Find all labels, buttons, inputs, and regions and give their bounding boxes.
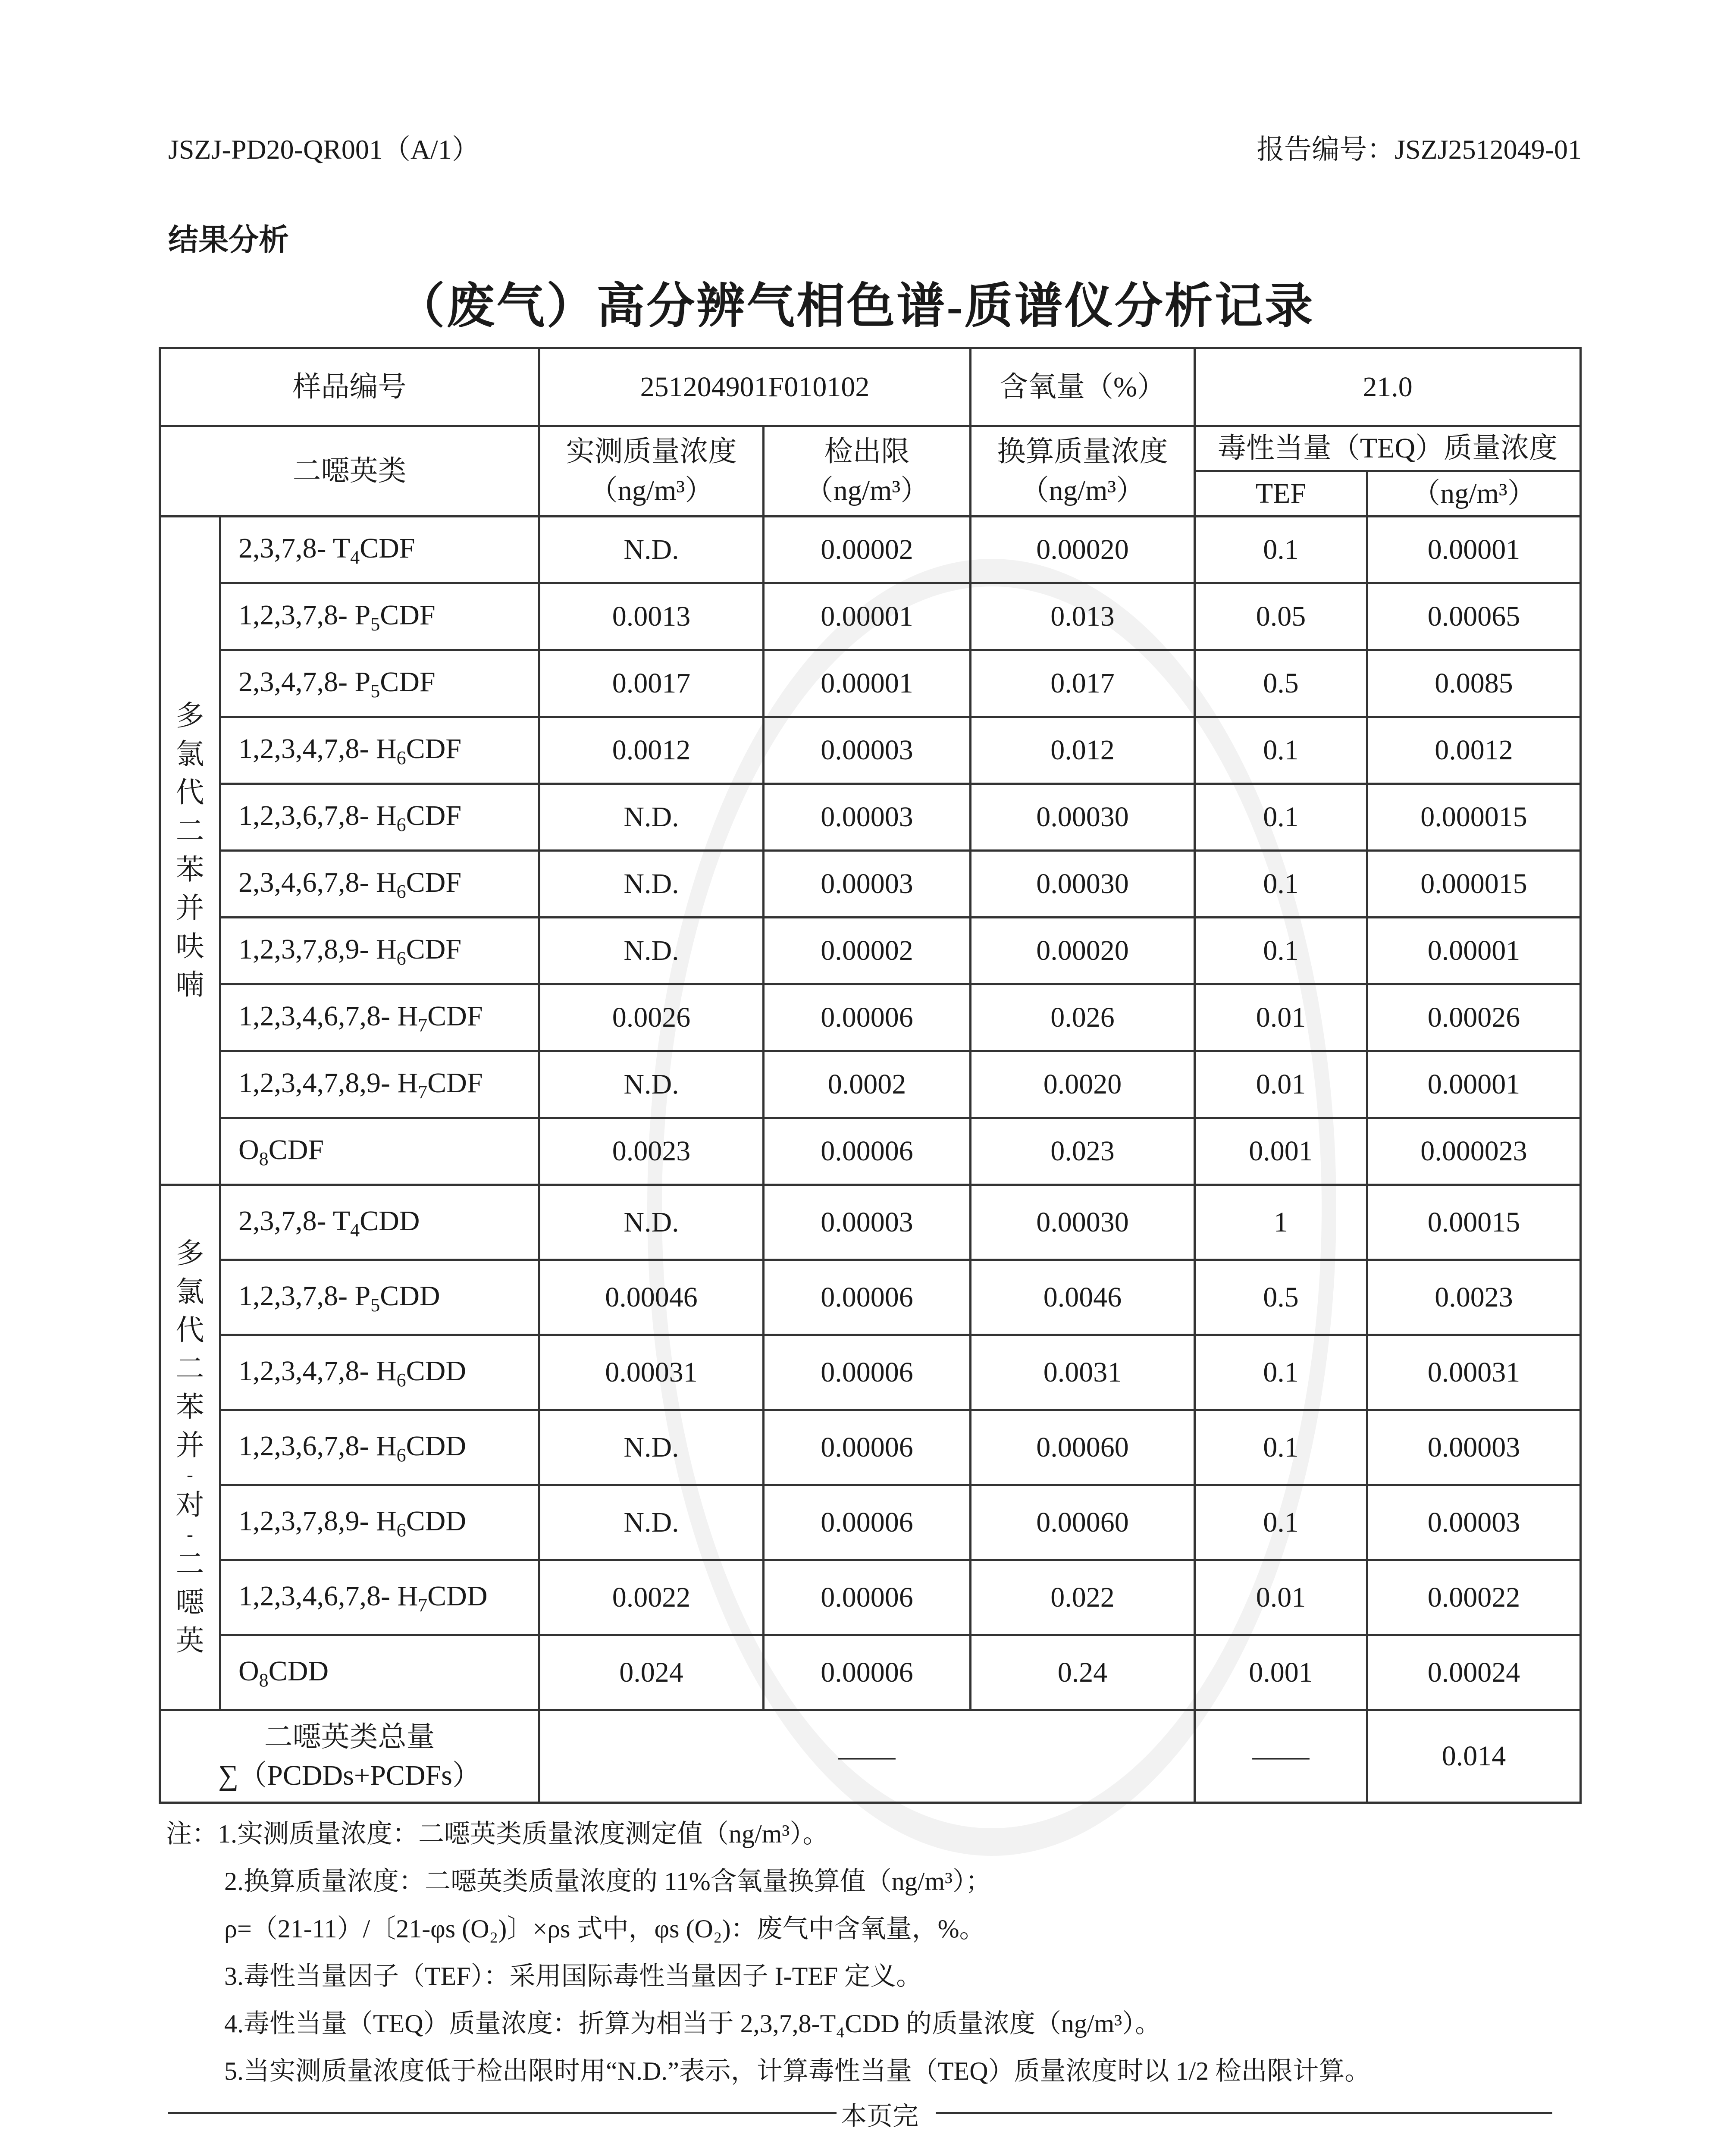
teq-cell: 0.00024 [1367,1635,1581,1710]
congener-suffix: CDF [406,934,462,965]
congener-subscript: 6 [396,948,406,969]
table-row [160,517,1581,583]
note-4: 4.毒性当量（TEQ）质量浓度：折算为相当于 2,3,7,8-T₄CDD 的质量浓度（ng/m³）。 [224,2009,1161,2038]
congener-name [220,1260,539,1335]
converted-cell: 0.026 [971,984,1195,1051]
report-number: 报告编号：JSZJ2512049-01 [1257,134,1582,165]
congener-name [220,1185,539,1260]
group-char: 代 [175,777,204,809]
teq-cell: 0.0085 [1367,650,1581,717]
table-row [160,1260,1581,1335]
congener-suffix: CDD [406,1430,467,1462]
document-title: （废气）高分辨气相色谱-质谱仪分析记录 [396,280,1315,333]
page-end-text: 本页完 [841,2102,918,2131]
congener-subscript: 7 [418,1594,428,1616]
teq-cell: 0.00015 [1367,1185,1581,1260]
congener-suffix: CDD [406,1355,467,1387]
congener-suffix: CDD [406,1505,467,1537]
tef-cell: 0.1 [1195,1485,1367,1560]
total-dash: —— [539,1710,1195,1803]
detection-limit-header [764,426,971,517]
measured-cell: 0.0012 [539,717,764,784]
converted-cell: 0.022 [971,1560,1195,1635]
congener-name [220,1335,539,1410]
measured-cell: 0.00031 [539,1335,764,1410]
converted-header-unit: （ng/m³） [1020,474,1145,506]
congener-suffix: CDD [427,1580,488,1612]
congener-name [220,1560,539,1635]
detection-limit-cell: 0.00003 [764,784,971,851]
congener-subscript: 6 [396,747,406,769]
measured-cell: 0.0017 [539,650,764,717]
congener-name [220,517,539,583]
measured-header-unit: （ng/m³） [589,474,714,506]
group-char: 多 [175,1238,204,1269]
total-label [160,1710,539,1803]
measured-cell: 0.024 [539,1635,764,1710]
congener-suffix: CDF [406,867,462,899]
congener-prefix: 1,2,3,4,6,7,8- H [238,1580,418,1612]
tef-cell: 0.1 [1195,517,1367,583]
measured-cell: N.D. [539,851,764,918]
congener-subscript: 4 [350,1219,360,1241]
congener-prefix: O [238,1655,259,1687]
note-2: 2.换算质量浓度：二噁英类质量浓度的 11%含氧量换算值（ng/m³）； [224,1867,992,1896]
congener-subscript: 5 [370,614,380,635]
detection-limit-cell: 0.00003 [764,1185,971,1260]
doc-code: JSZJ-PD20-QR001（A/1） [168,134,479,165]
detection-limit-cell: 0.00006 [764,1410,971,1485]
congener-subscript: 8 [259,1148,269,1170]
congener-name [220,717,539,784]
sample-no-label: 样品编号 [160,348,539,426]
teq-cell: 0.00031 [1367,1335,1581,1410]
table-row [160,1335,1581,1410]
tef-cell: 1 [1195,1185,1367,1260]
teq-cell: 0.00003 [1367,1410,1581,1485]
congener-suffix: CDF [427,1000,483,1032]
detection-limit-cell: 0.00006 [764,1260,971,1335]
sample-no-value: 251204901F010102 [539,348,971,426]
congener-prefix: 1,2,3,6,7,8- H [238,800,397,832]
measured-cell: 0.0026 [539,984,764,1051]
congener-subscript: 7 [418,1081,428,1103]
teq-cell: 0.0012 [1367,717,1581,784]
table-row [160,918,1581,984]
detection-limit-cell: 0.00006 [764,1485,971,1560]
congener-subscript: 5 [370,680,380,702]
congener-prefix: 1,2,3,7,8,9- H [238,934,397,965]
tef-cell: 0.01 [1195,1051,1367,1118]
tef-cell: 0.01 [1195,984,1367,1051]
congener-name [220,851,539,918]
detection-limit-cell: 0.00006 [764,1560,971,1635]
group-char: 代 [175,1314,204,1346]
detection-limit-cell: 0.00002 [764,918,971,984]
measured-header [539,426,764,517]
sample-info-row [160,348,1581,426]
measured-cell: N.D. [539,918,764,984]
table-row [160,1485,1581,1560]
group-char: - [187,1464,193,1486]
converted-cell: 0.023 [971,1118,1195,1185]
tef-cell: 0.1 [1195,851,1367,918]
teq-cell: 0.00065 [1367,583,1581,650]
converted-cell: 0.0046 [971,1260,1195,1335]
converted-cell: 0.0031 [971,1335,1195,1410]
congener-name [220,650,539,717]
measured-header-label: 实测质量浓度 [566,436,737,468]
measured-cell: N.D. [539,784,764,851]
congener-prefix: 2,3,7,8- T [238,1205,351,1237]
oxygen-value: 21.0 [1195,348,1581,426]
congener-prefix: 1,2,3,7,8- P [238,599,371,631]
detection-limit-cell: 0.00006 [764,984,971,1051]
teq-header: 毒性当量（TEQ）质量浓度 [1195,426,1581,471]
table-row [160,650,1581,717]
section-title: 结果分析 [168,222,289,257]
detection-limit-cell: 0.00006 [764,1635,971,1710]
congener-prefix: 1,2,3,7,8,9- H [238,1505,397,1537]
measured-cell: 0.00046 [539,1260,764,1335]
group-char: 二 [175,1353,204,1385]
converted-cell: 0.00030 [971,784,1195,851]
congener-name [220,1410,539,1485]
teq-cell: 0.00022 [1367,1560,1581,1635]
congener-name [220,984,539,1051]
tef-cell: 0.1 [1195,1410,1367,1485]
congener-subscript: 6 [396,814,406,836]
congener-subscript: 5 [370,1294,380,1316]
tef-cell: 0.1 [1195,918,1367,984]
congener-subscript: 8 [259,1669,269,1691]
congener-suffix: CDF [406,733,462,765]
tef-cell: 0.01 [1195,1560,1367,1635]
tef-header: TEF [1195,471,1367,517]
converted-cell: 0.00060 [971,1410,1195,1485]
group-char: 并 [175,1430,204,1462]
teq-cell: 0.00001 [1367,918,1581,984]
congener-prefix: 1,2,3,4,6,7,8- H [238,1000,418,1032]
detection-limit-cell: 0.0002 [764,1051,971,1118]
congener-suffix: CDD [360,1205,420,1237]
tef-cell: 0.1 [1195,1335,1367,1410]
tef-cell: 0.5 [1195,1260,1367,1335]
congener-suffix: CDD [380,1280,440,1312]
congener-name [220,1118,539,1185]
congener-prefix: 1,2,3,6,7,8- H [238,1430,397,1462]
tef-cell: 0.001 [1195,1118,1367,1185]
congener-subscript: 6 [396,1519,406,1541]
teq-cell: 0.000015 [1367,784,1581,851]
congener-name [220,1485,539,1560]
converted-cell: 0.00020 [971,918,1195,984]
converted-cell: 0.00020 [971,517,1195,583]
congener-name [220,1051,539,1118]
measured-cell: N.D. [539,1410,764,1485]
group-char: 二 [175,815,204,847]
end-line-right [936,2112,1552,2114]
converted-cell: 0.017 [971,650,1195,717]
group-char: 二 [175,1548,204,1580]
group-char: 氯 [175,1276,204,1308]
table-row [160,1635,1581,1710]
table-row [160,1410,1581,1485]
group-char: 多 [175,700,204,732]
measured-cell: 0.0023 [539,1118,764,1185]
category-header: 二噁英类 [160,426,539,517]
tef-cell: 0.001 [1195,1635,1367,1710]
teq-cell: 0.00001 [1367,1051,1581,1118]
pcdd-group-label [160,1185,220,1710]
congener-suffix: CDD [268,1655,329,1687]
congener-suffix: CDF [380,599,436,631]
converted-header-label: 换算质量浓度 [997,436,1168,468]
pcdf-group-label [160,517,220,1185]
teq-cell: 0.00026 [1367,984,1581,1051]
detection-limit-header-label: 检出限 [824,436,910,468]
congener-prefix: 1,2,3,4,7,8- H [238,733,397,765]
detection-limit-cell: 0.00002 [764,517,971,583]
table-row [160,784,1581,851]
congener-subscript: 6 [396,1369,406,1391]
teq-cell: 0.000015 [1367,851,1581,918]
congener-subscript: 7 [418,1015,428,1036]
table-row [160,1118,1581,1185]
congener-subscript: 4 [350,547,360,568]
converted-cell: 0.0020 [971,1051,1195,1118]
detection-limit-cell: 0.00006 [764,1335,971,1410]
table-row [160,1560,1581,1635]
detection-limit-cell: 0.00006 [764,1118,971,1185]
group-char: 苯 [175,854,204,886]
congener-name [220,784,539,851]
tef-cell: 0.05 [1195,583,1367,650]
dioxin-analysis-table [159,347,1582,1804]
converted-cell: 0.00030 [971,1185,1195,1260]
congener-suffix: CDF [406,800,462,832]
total-label-line2: ∑（PCDDs+PCDFs） [218,1760,481,1791]
converted-cell: 0.012 [971,717,1195,784]
teq-cell: 0.000023 [1367,1118,1581,1185]
note-3: 3.毒性当量因子（TEF）：采用国际毒性当量因子 I-TEF 定义。 [224,1962,922,1990]
converted-cell: 0.00030 [971,851,1195,918]
group-char: 英 [175,1625,204,1657]
group-char: - [187,1523,193,1545]
oxygen-label: 含氧量（%） [971,348,1195,426]
group-char: 喃 [175,969,204,1001]
table-row [160,1051,1581,1118]
congener-name [220,918,539,984]
congener-prefix: 2,3,4,7,8- P [238,666,371,698]
total-value: 0.014 [1367,1710,1581,1803]
teq-cell: 0.00001 [1367,517,1581,583]
group-char: 对 [175,1489,204,1521]
detection-limit-cell: 0.00003 [764,717,971,784]
note-1: 注：1.实测质量浓度：二噁英类质量浓度测定值（ng/m³）。 [166,1820,829,1848]
teq-cell: 0.0023 [1367,1260,1581,1335]
column-header-row-1 [160,426,1581,471]
total-row [160,1710,1581,1803]
measured-cell: N.D. [539,1051,764,1118]
measured-cell: 0.0022 [539,1560,764,1635]
congener-prefix: O [238,1134,259,1166]
total-label-line1: 二噁英类总量 [264,1721,435,1753]
congener-prefix: 2,3,4,6,7,8- H [238,867,397,899]
total-tef-dash: —— [1195,1710,1367,1803]
measured-cell: N.D. [539,1485,764,1560]
congener-prefix: 1,2,3,4,7,8- H [238,1355,397,1387]
measured-cell: N.D. [539,1185,764,1260]
converted-cell: 0.00060 [971,1485,1195,1560]
note-5: 5.当实测质量浓度低于检出限时用“N.D.”表示，计算毒性当量（TEQ）质量浓度时以 1/2 检出限计算。 [224,2057,1371,2085]
table-row [160,583,1581,650]
congener-suffix: CDF [427,1067,483,1099]
converted-header [971,426,1195,517]
tef-cell: 0.1 [1195,784,1367,851]
congener-prefix: 1,2,3,4,7,8,9- H [238,1067,418,1099]
converted-cell: 0.24 [971,1635,1195,1710]
tef-cell: 0.5 [1195,650,1367,717]
congener-suffix: CDF [268,1134,324,1166]
teq-cell: 0.00003 [1367,1485,1581,1560]
congener-suffix: CDF [380,666,436,698]
congener-name [220,583,539,650]
congener-name [220,1635,539,1710]
page-end-marker [168,2096,1552,2130]
tef-cell: 0.1 [1195,717,1367,784]
measured-cell: 0.0013 [539,583,764,650]
group-char: 呋 [175,931,204,962]
detection-limit-cell: 0.00001 [764,650,971,717]
teq-unit-header: （ng/m³） [1367,471,1581,517]
end-line-left [168,2112,837,2114]
congener-subscript: 6 [396,881,406,903]
measured-cell: N.D. [539,517,764,583]
congener-subscript: 6 [396,1444,406,1466]
converted-cell: 0.013 [971,583,1195,650]
group-char: 并 [175,892,204,924]
table-row [160,1185,1581,1260]
table-row [160,851,1581,918]
detection-limit-cell: 0.00003 [764,851,971,918]
group-char: 氯 [175,739,204,771]
detection-limit-cell: 0.00001 [764,583,971,650]
group-char: 噁 [175,1587,204,1619]
congener-prefix: 2,3,7,8- T [238,533,351,564]
detection-limit-header-unit: （ng/m³） [805,474,929,506]
table-row [160,717,1581,784]
congener-prefix: 1,2,3,7,8- P [238,1280,371,1312]
group-char: 苯 [175,1391,204,1423]
congener-suffix: CDF [360,533,415,564]
table-row [160,984,1581,1051]
note-2-formula: ρ=（21-11）/〔21-φs (O₂)〕×ρs 式中，φs (O₂)：废气中含氧量，%。 [224,1915,985,1943]
